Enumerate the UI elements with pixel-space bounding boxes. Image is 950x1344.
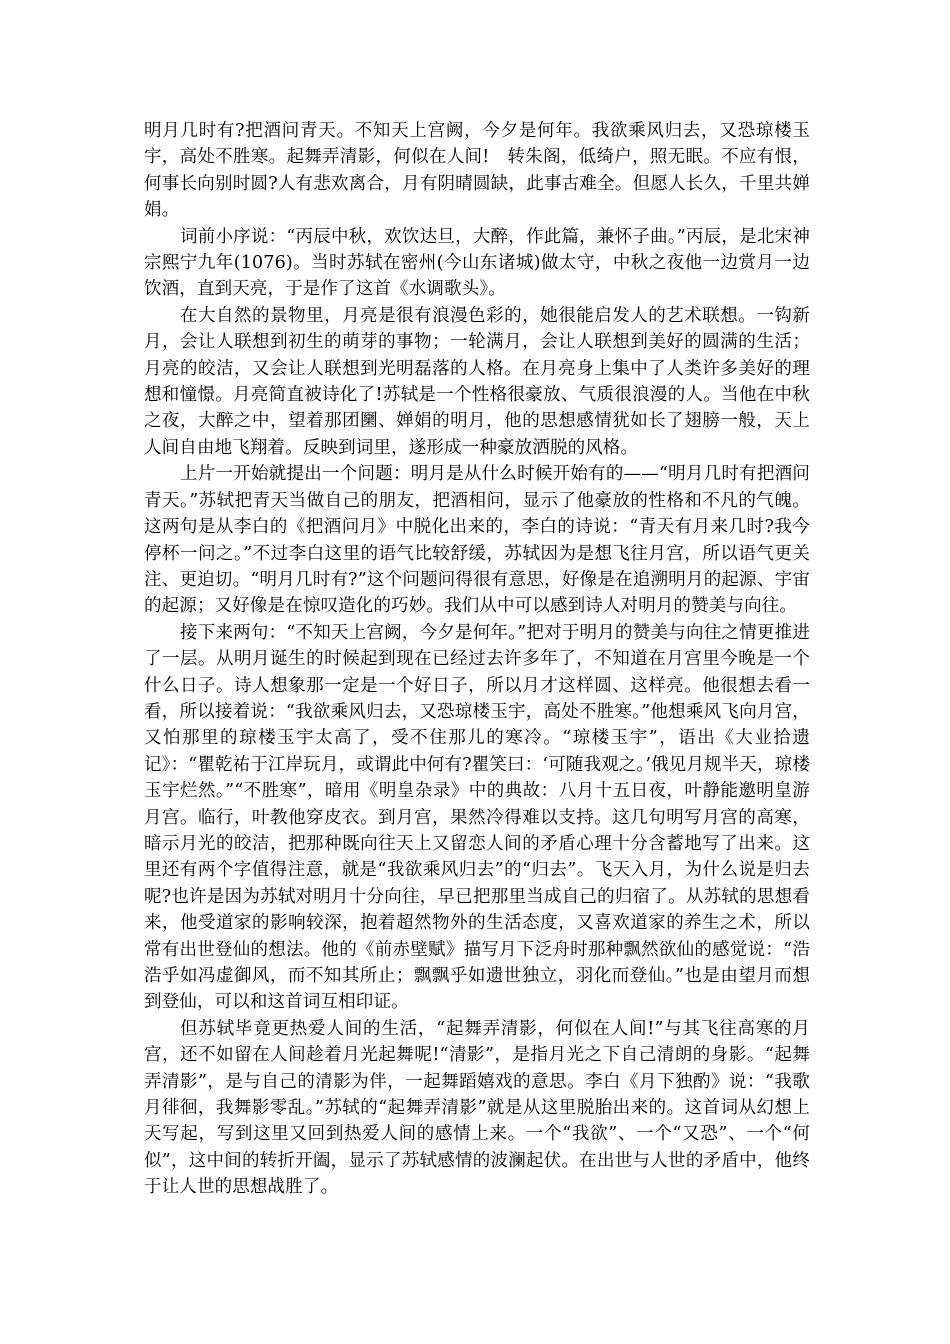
document-body: [144, 118, 810, 1201]
paragraph-human-world: 但苏轼毕竟更热爱人间的生活，“起舞弄清影，何似在人间!”与其飞往高寒的月宫，还不如留在人间趁着月光起舞呢!“清影”，是指月光之下自己清朗的身影。“起舞弄清影”，是与自己的清影为伴，一起舞蹈嬉戏的意思。李白《月下独酌》说：“我歌月徘徊，我舞影零乱。”苏轼的“起舞弄清影”就是从这里脱胎出来的。这首词从幻想上天写起，写到这里又回到热爱人间的感情上来。一个“我欲”、一个“又恐”、一个“何似”，这中间的转折开阖，显示了苏轼感情的波澜起伏。在出世与人世的矛盾中，他终于让人世的思想战胜了。: [144, 1018, 810, 1198]
paragraph-moon-imagery: 在大自然的景物里，月亮是很有浪漫色彩的，她很能启发人的艺术联想。一钩新月，会让人联想到初生的萌芽的事物；一轮满月，会让人联想到美好的圆满的生活；月亮的皎洁，又会让人联想到光明磊落的人格。在月亮身上集中了人类许多美好的理想和憧憬。月亮简直被诗化了!苏轼是一个性格很豪放、气质很浪漫的人。当他在中秋之夜，大醉之中，望着那团圞、婵娟的明月，他的思想感情犹如长了翅膀一般，天上人间自由地飞翔着。反映到词里，遂形成一种豪放洒脱的风格。: [144, 305, 810, 458]
paragraph-next-lines: 接下来两句：“不知天上宫阙，今夕是何年。”把对于明月的赞美与向往之情更推进了一层。从明月诞生的时候起到现在已经过去许多年了，不知道在月宫里今晚是一个什么日子。诗人想象那一定是一个好日子，所以月才这样圆、这样亮。他很想去看一看，所以接着说：“我欲乘风归去，又恐琼楼玉宇，高处不胜寒。”他想乘风飞向月宫，又怕那里的琼楼玉宇太高了，受不住那儿的寒冷。“琼楼玉宇”，语出《大业拾遗记》：“瞿乾祐于江岸玩月，或谓此中何有?瞿笑曰：‘可随我观之。’俄见月规半天，琼楼玉宇烂然。”“不胜寒”，暗用《明皇杂录》中的典故：八月十五日夜，叶静能邀明皇游月宫。临行，叶教他穿皮衣。到月宫，果然冷得难以支持。这几句明写月宫的高寒，暗示月光的皎洁，把那种既向往天上又留恋人间的矛盾心理十分含蓄地写了出来。这里还有两个字值得注意，就是“我欲乘风归去”的“归去”。飞天入月，为什么说是归去呢?也许是因为苏轼对明月十分向往，早已把那里当成自己的归宿了。从苏轼的思想看来，他受道家的影响较深，抱着超然物外的生活态度，又喜欢道家的养生之术，所以常有出世登仙的想法。他的《前赤壁赋》描写月下泛舟时那种飘然欲仙的感觉说：“浩浩乎如冯虚御风，而不知其所止；飘飘乎如遗世独立，羽化而登仙。”也是由望月而想到登仙，可以和这首词互相印证。: [144, 622, 810, 1013]
paragraph-opening-question: 上片一开始就提出一个问题：明月是从什么时候开始有的——“明月几时有把酒问青天。”苏轼把青天当做自己的朋友，把酒相问，显示了他豪放的性格和不凡的气魄。这两句是从李白的《把酒问月》中脱化出来的，李白的诗说：“青天有月来几时?我今停杯一问之。”不过李白这里的语气比较舒缓，苏轼因为是想飞往月宫，所以语气更关注、更迫切。“明月几时有?”这个问题问得很有意思，好像是在追溯明月的起源、宇宙的起源；又好像是在惊叹造化的巧妙。我们从中可以感到诗人对明月的赞美与向往。: [144, 464, 810, 617]
paragraph-preface: 词前小序说：“丙辰中秋，欢饮达旦，大醉，作此篇，兼怀子曲。”丙辰，是北宋神宗熙宁九年(1076)。当时苏轼在密州(今山东诸城)做太守，中秋之夜他一边赏月一边饮酒，直到天亮，于是作了这首《水调歌头》。: [144, 226, 810, 300]
paragraph-poem: 明月几时有?把酒问青天。不知天上宫阙，今夕是何年。我欲乘风归去，又恐琼楼玉宇，高处不胜寒。起舞弄清影，何似在人间! 转朱阁，低绮户，照无眠。不应有恨，何事长向别时圆?人有悲欢离合，月有阴晴圆缺，此事古难全。但愿人长久，千里共婵娟。: [144, 121, 810, 221]
